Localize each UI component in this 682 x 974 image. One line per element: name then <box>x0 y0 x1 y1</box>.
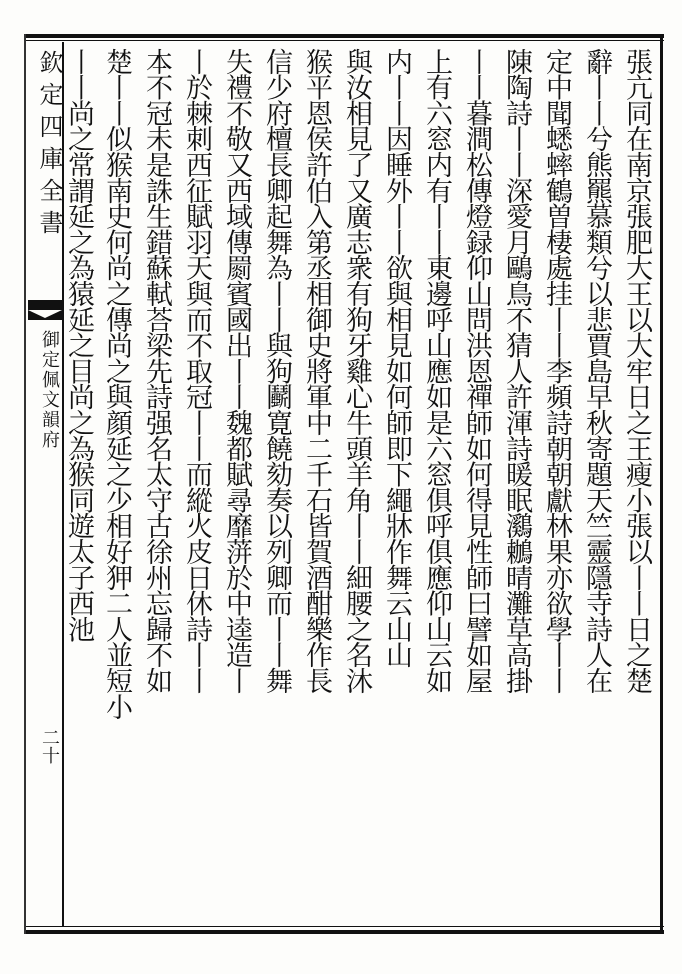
column-text: 張亢同在南京張肥大王以大牢日之王瘦小張以丨丨日之楚 <box>621 48 652 694</box>
fishtail-ornament <box>28 300 62 320</box>
text-column <box>458 48 494 928</box>
book-title: 欽定四庫全書 <box>35 50 63 242</box>
text-column <box>338 48 374 928</box>
column-text: 定中聞蟋蟀鶴曽棲處挂丨丨李頻詩朝朝獻林果亦欲學丨丨 <box>541 48 572 694</box>
column-text: 楚丨丨似猴南史何尚之傳尚之與顔延之少相好狎二人並短小 <box>101 48 132 719</box>
column-text: 丨丨暮澗松傳燈録仰山問洪恩禪師如何得見性師曰譬如屋 <box>461 48 492 694</box>
column-text: 失禮不敬又西域傳罽賓國出丨丨魏都賦尋靡蓱於中逵造丨 <box>221 48 252 694</box>
text-column <box>618 48 654 928</box>
text-column <box>98 48 134 928</box>
column-text: 信少府檀長卿起舞為丨丨與狗鬬寛饒劾奏以列卿而丨丨舞 <box>261 48 292 694</box>
text-column <box>578 48 614 928</box>
frame-right-border <box>660 34 663 934</box>
text-column <box>498 48 534 928</box>
frame-top-border <box>24 34 664 38</box>
column-text: 本不冠未是誅生錯蘇軾荅梁先詩强名太守古徐州忘歸不如 <box>141 48 172 694</box>
column-text: 陳陶詩丨丨深愛月鷗鳥不猜人許渾詩暖眠鸂鶒晴灘草高掛 <box>501 48 532 694</box>
column-text: 上有六窓内有丨丨東邊呼山應如是六窓俱呼俱應仰山云如 <box>421 48 452 694</box>
column-text: 丨丨尚之常謂延之為猿延之目尚之為猴同遊太子西池 <box>63 48 94 642</box>
text-column <box>60 48 96 928</box>
column-text: 辭丨丨兮熊羆慕類兮以悲賈島早秋寄題天竺靈隱寺詩人在 <box>581 48 612 694</box>
text-column <box>298 48 334 928</box>
text-column <box>178 48 214 928</box>
column-text: 猴平恩侯許伯入第丞相御史將軍中二千石皆賀酒酣樂作長 <box>301 48 332 694</box>
frame-top-inner-border <box>24 40 664 41</box>
page-number: 二十 <box>39 728 60 764</box>
text-column <box>418 48 454 928</box>
section-title: 御定佩文韻府 <box>39 330 60 450</box>
text-column <box>258 48 294 928</box>
text-column <box>538 48 574 928</box>
text-column <box>218 48 254 928</box>
frame-left-border <box>24 34 26 934</box>
column-text: 内丨丨因睡外丨丨欲與相見如何師即下繩牀作舞云山山 <box>381 48 412 668</box>
text-column <box>138 48 174 928</box>
column-text: 與汝相見了又廣志衆有狗牙雞心牛頭羊角丨丨細腰之名沐 <box>341 48 372 694</box>
text-column <box>378 48 414 928</box>
column-text: 丨於棘刺西征賦羽天與而不取冠丨丨而縱火皮日休詩丨丨 <box>181 48 212 694</box>
frame-bottom-border <box>24 930 664 934</box>
